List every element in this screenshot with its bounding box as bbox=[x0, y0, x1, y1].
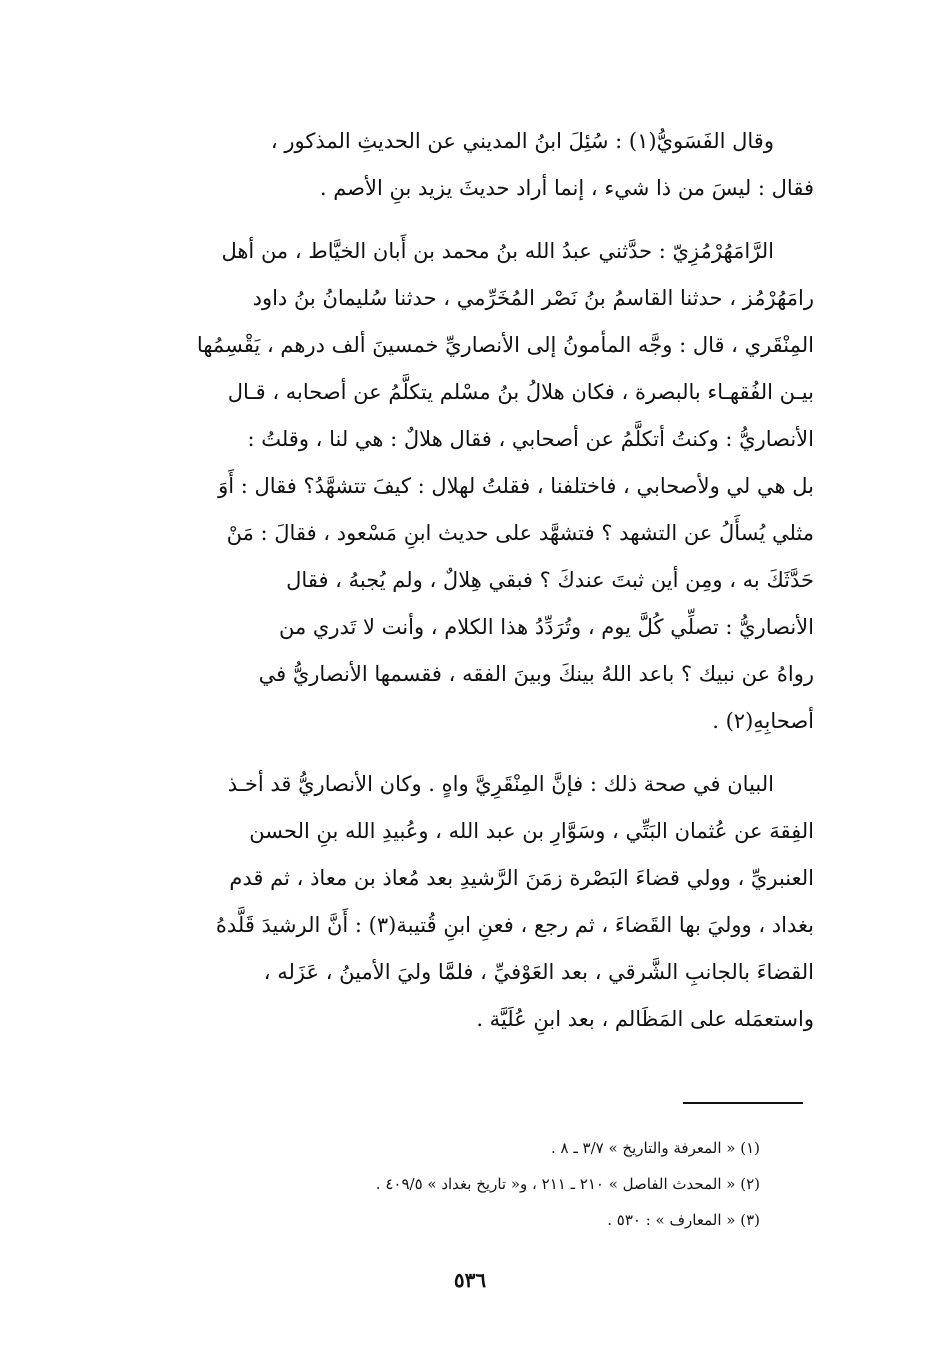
text-line: رامَهُرْمُز ، حدثنا القاسمُ بنُ نَصْر المُخَرِّمي ، حدثنا سُليمانُ بنُ داود bbox=[252, 286, 814, 310]
paragraph-2 bbox=[134, 228, 814, 745]
text-line: القضاءَ بالجانبِ الشَّرقي ، بعد العَوْفيِّ ، فلمَّا وليَ الأمينُ ، عَزَله ، bbox=[263, 960, 814, 984]
text-line: فقال : ليسَ من ذا شيء ، إنما أراد حديثَ يزيد بنِ الأصم . bbox=[319, 176, 814, 200]
page-number: ٥٣٦ bbox=[453, 1268, 487, 1292]
text-line: مثلي يُسأَلُ عن التشهد ؟ فتشهَّد على حديث ابنِ مَسْعود ، فقالَ : مَنْ bbox=[226, 521, 814, 545]
text-line: الأنصاريُّ : وكنتُ أتكلَّمُ عن أصحابي ، فقال هلالٌ : هي لنا ، وقلتُ : bbox=[247, 427, 814, 451]
text-line: وقال الفَسَويُّ(١) : سُئِلَ ابنُ المديني عن الحديثِ المذكور ، bbox=[270, 129, 774, 153]
text-line: أصحابِهِ(٢) . bbox=[712, 709, 814, 733]
footnote-3: (٣) « المعارف » : ٥٣٠ . bbox=[607, 1211, 760, 1229]
text-line: بغداد ، ووليَ بها القَضاءَ ، ثم رجع ، فعنِ ابنِ قُتيبة(٣) : أَنَّ الرشيدَ قَلَّدهُ bbox=[215, 913, 814, 937]
text-line: المِنْقَري ، قال : وجَّه المأمونُ إلى الأنصاريِّ خمسينَ ألف درهم ، يَقْسِمُها bbox=[196, 333, 814, 357]
footnotes bbox=[240, 1130, 760, 1238]
text-line: البيان في صحة ذلك : فإنَّ المِنْقَرِيَّ واهٍ . وكان الأنصاريُّ قد أخـذ bbox=[227, 772, 774, 796]
text-line: العنبريِّ ، وولي قضاءَ البَصْرة زمَنَ الرَّشيدِ بعد مُعاذ بن معاذ ، ثم قدم bbox=[229, 866, 814, 890]
text-line: حَدَّثَكَ به ، ومِن أين ثبتَ عندكَ ؟ فبقي هِلالٌ ، ولم يُجبهُ ، فقال bbox=[286, 568, 814, 592]
footnote-2: (٢) « المحدث الفاصل » ٢١٠ ـ ٢١١ ، و« تاريخ بغداد » ٤٠٩/٥ . bbox=[375, 1175, 760, 1193]
text-line: واستعمَله على المَظَالم ، بعد ابنِ عُلَيَّة . bbox=[476, 1007, 814, 1031]
text-line: الأنصاريُّ : تصلِّي كُلَّ يوم ، وتُرَدِّدُ هذا الكلام ، وأنت لا تَدري من bbox=[278, 615, 814, 639]
footnote-1: (١) « المعرفة والتاريخ » ٣/٧ ـ ٨ . bbox=[550, 1139, 760, 1157]
text-line: بيـن الفُقهـاء بالبصرة ، فكان هلالُ بنُ مسْلم يتكلَّمُ عن أصحابه ، قـال bbox=[227, 380, 814, 404]
text-line: رواهُ عن نبيك ؟ باعد اللهُ بينكَ وبينَ الفقه ، فقسمها الأنصاريُّ في bbox=[258, 662, 814, 686]
text-line: الفِقهَ عن عُثمان البَتِّي ، وسَوَّارِ بن عبد الله ، وعُبيدِ الله بنِ الحسن bbox=[249, 819, 814, 843]
paragraph-1 bbox=[134, 118, 814, 212]
footnote-divider bbox=[683, 1102, 803, 1104]
text-line: بل هي لي ولأصحابي ، فاختلفنا ، فقلتُ لهلال : كيفَ تتشهَّدُ؟ فقال : أَوَ bbox=[218, 474, 814, 498]
main-text bbox=[134, 118, 814, 1043]
paragraph-3 bbox=[134, 761, 814, 1043]
text-line: الرَّامَهُرْمُزِيّ : حدَّثني عبدُ الله بنُ محمد بن أَبان الخيَّاط ، من أهل bbox=[221, 239, 774, 263]
